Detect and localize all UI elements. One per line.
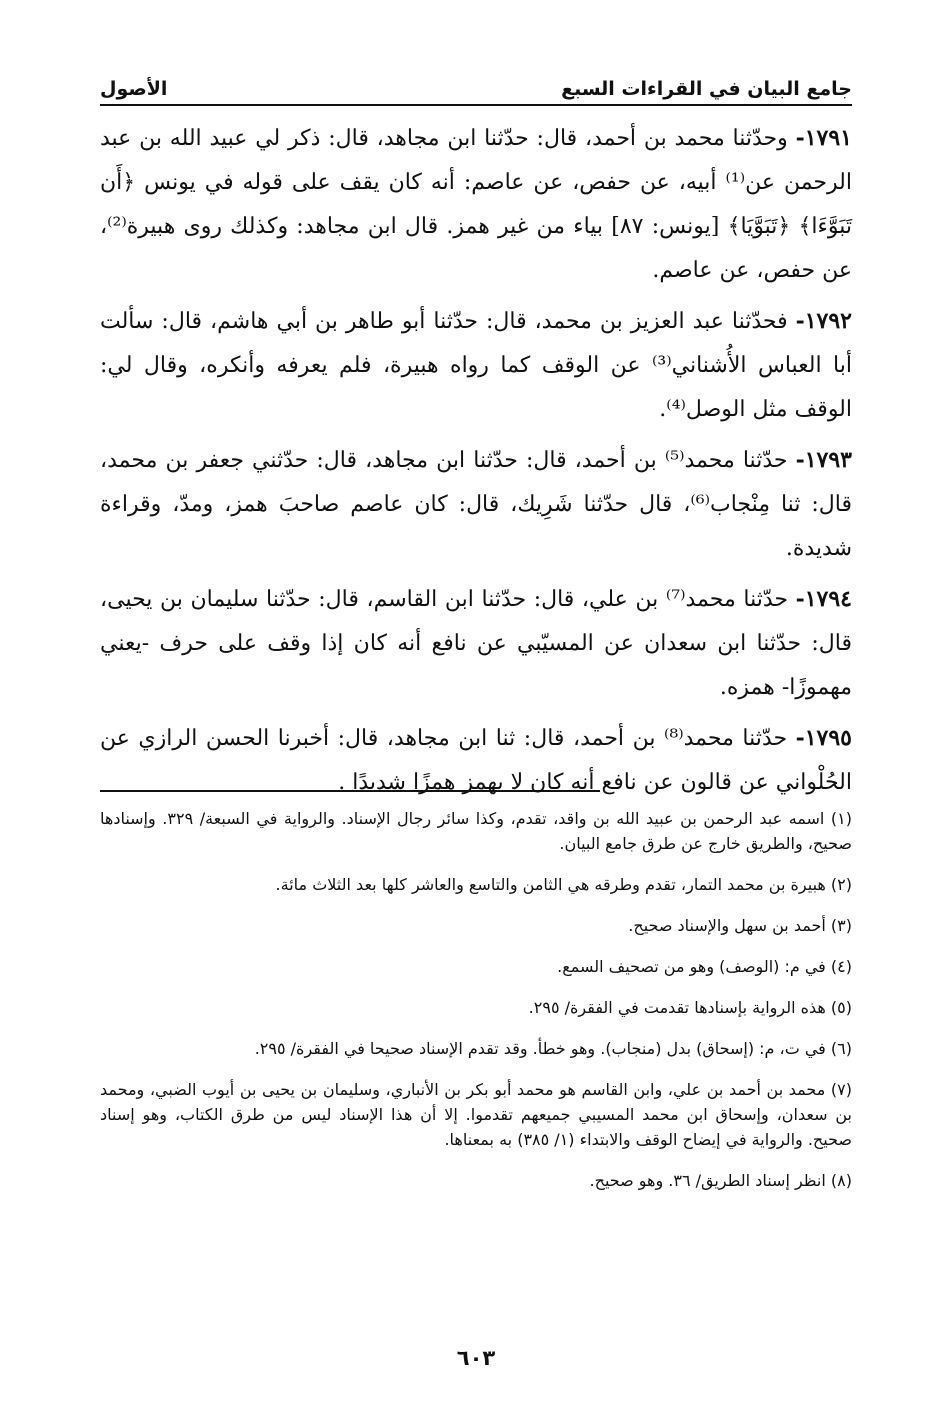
- paragraph-text: حدّثنا محمد⁽⁷⁾ بن علي، قال: حدّثنا ابن القاسم، قال: حدّثنا سليمان بن يحيى، قال: حدّثنا ابن سعدان عن المسيّبي عن نافع أنه كان إذا وقف على حرف -يعني مهموزًا- همزه.: [100, 587, 852, 700]
- footnote-1: (١) اسمه عبد الرحمن بن عبيد الله بن واقد، تقدم، وكذا سائر رجال الإسناد. والرواية في السبعة/ ٣٢٩. وإسنادها صحيح، والطريق خارج عن طرق جامع البيان.: [100, 809, 853, 853]
- paragraph-1791: [100, 116, 852, 293]
- footnote-3: (٣) أحمد بن سهل والإسناد صحيح.: [628, 916, 852, 935]
- paragraph-text: فحدّثنا عبد العزيز بن محمد، قال: حدّثنا أبو طاهر بن أبي هاشم، قال: سألت أبا العباس الأُشناني⁽³⁾ عن الوقف كما رواه هبيرة، فلم يعرفه وأنكره، وقال لي: الوقف مثل الوصل⁽⁴⁾.: [100, 309, 852, 422]
- footnote-4: (٤) في م: (الوصف) وهو من تصحيف السمع.: [557, 957, 852, 976]
- page-number: ٦٠٣: [456, 1346, 496, 1370]
- paragraph-text: حدّثنا محمد⁽⁵⁾ بن أحمد، قال: حدّثنا ابن مجاهد، قال: حدّثني جعفر بن محمد، قال: ثنا مِنْجاب⁽⁶⁾، قال حدّثنا شَرِيك، قال: كان عاصم صاحبَ همز، ومدّ، وقراءة شديدة.: [100, 448, 853, 561]
- footnote-8: (٨) انظر إسناد الطريق/ ٣٦. وهو صحيح.: [589, 1171, 852, 1190]
- footnote-divider: [100, 790, 600, 792]
- header-divider: [100, 104, 852, 106]
- footnote-2: (٢) هبيرة بن محمد التمار، تقدم وطرقه هي الثامن والتاسع والعاشر كلها بعد الثلاث مائة.: [275, 875, 852, 894]
- paragraph-number: ١٧٩٤-: [795, 586, 852, 612]
- paragraph-1793: [100, 438, 852, 571]
- paragraph-text: وحدّثنا محمد بن أحمد، قال: حدّثنا ابن مجاهد، قال: ذكر لي عبيد الله بن عبد الرحمن عن⁽¹⁾ أبيه، عن حفص، عن عاصم: أنه كان يقف على قوله في يونس ﴿أَن تَبَوَّءَا﴾ ﴿تَبَوَّيَا﴾ [يونس: ٨٧] بياء من غير همز. قال ابن مجاهد: وكذلك روى هبيرة⁽²⁾، عن حفص، عن عاصم.: [100, 126, 852, 283]
- paragraph-1792: [100, 299, 852, 432]
- footnote-6: (٦) في ت، م: (إسحاق) بدل (منجاب). وهو خطأ. وقد تقدم الإسناد صحيحا في الفقرة/ ٢٩٥.: [254, 1039, 852, 1058]
- paragraph-text: حدّثنا محمد⁽⁸⁾ بن أحمد، قال: ثنا ابن مجاهد، قال: أخبرنا الحسن الرازي عن الحُلْواني عن قالون عن نافع أنه كان لا يهمز همزًا شديدًا .: [100, 726, 852, 795]
- footnote-7: (٧) محمد بن أحمد بن علي، وابن القاسم هو محمد أبو بكر بن الأنباري، وسليمان بن يحيى بن أيوب الضبي، ومحمد بن سعدان، وإسحاق ابن محمد المسيبي جميعهم تقدموا. إلا أن هذا الإسناد ليس من طرق الكتاب، وهو إسناد صحيح. والرواية في إيضاح الوقف والابتداء (١/ ٣٨٥) به بمعناها.: [100, 1080, 852, 1149]
- paragraph-number: ١٧٩٥-: [795, 725, 852, 751]
- footnote-5: (٥) هذه الرواية بإسنادها تقدمت في الفقرة/ ٢٩٥.: [528, 998, 852, 1017]
- paragraph-1794: [100, 577, 852, 710]
- book-title: جامع البيان في القراءات السبع: [561, 78, 852, 100]
- paragraph-number: ١٧٩٢-: [795, 308, 852, 334]
- running-header: [100, 66, 852, 100]
- paragraph-number: ١٧٩٣-: [795, 447, 852, 473]
- footnotes: [100, 806, 852, 1209]
- paragraph-number: ١٧٩١-: [795, 125, 852, 151]
- section-title: الأصول: [100, 78, 168, 100]
- main-text: [100, 116, 852, 811]
